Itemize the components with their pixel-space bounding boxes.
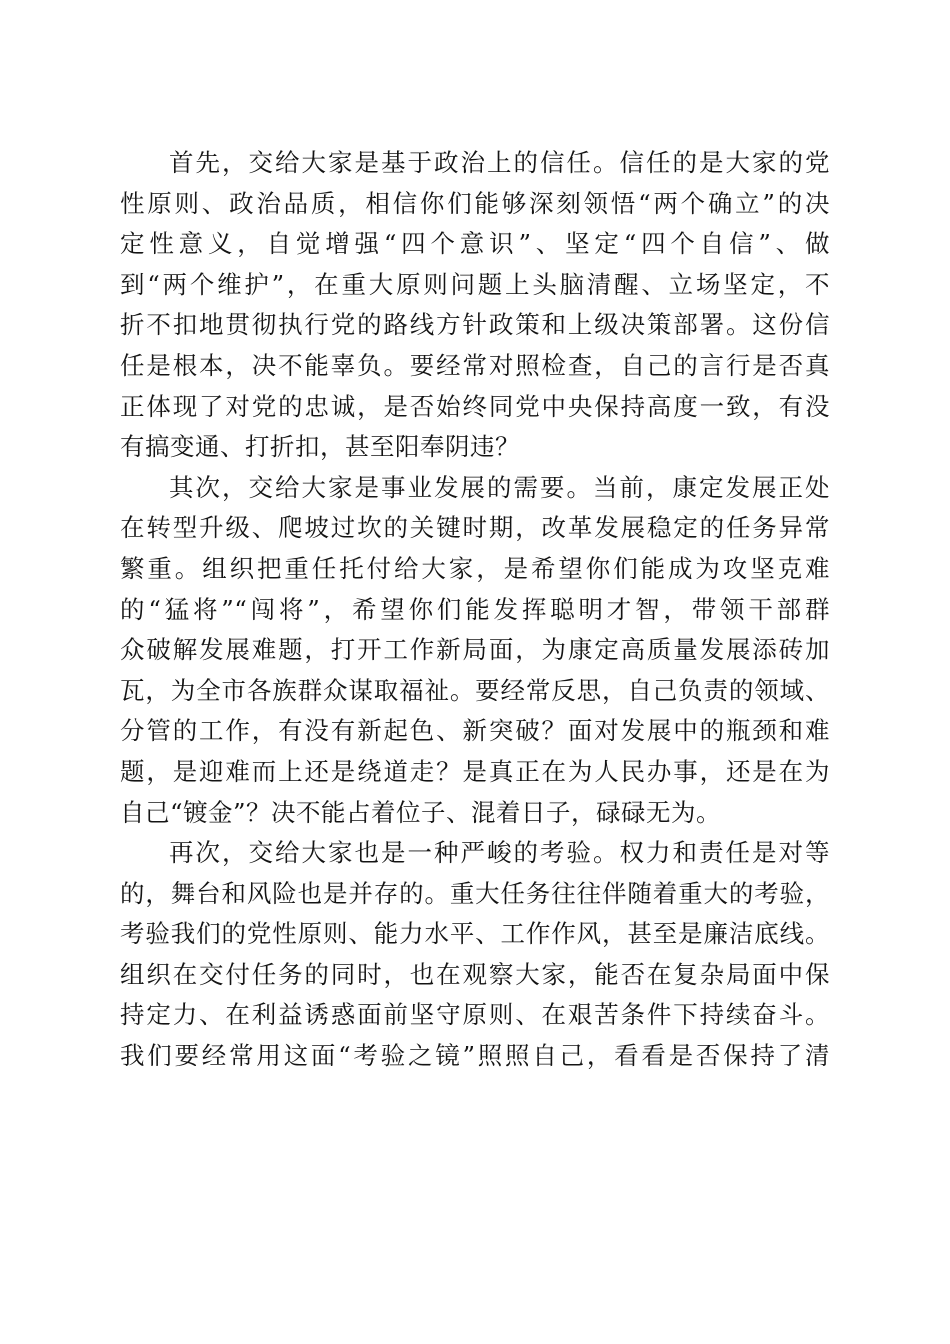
paragraph-1-line-1: 首先，交给大家是基于政治上的信任。信任的是大家的党	[169, 148, 830, 177]
paragraph-2-line-4: 的“猛将”“闯将”，希望你们能发挥聪明才智，带领干部群	[120, 594, 830, 624]
paragraph-3-line-1: 再次，交给大家也是一种严峻的考验。权力和责任是对等	[169, 838, 830, 868]
paragraph-1-line-8: 有搞变通、打折扣，甚至阳奉阴违？	[120, 432, 520, 462]
paragraph-2-line-5: 众破解发展难题，打开工作新局面，为康定高质量发展添砖加	[120, 635, 830, 665]
paragraph-3-line-4: 组织在交付任务的同时，也在观察大家，能否在复杂局面中保	[120, 959, 830, 989]
paragraph-2-line-3: 繁重。组织把重任托付给大家，是希望你们能成为攻坚克难	[120, 553, 830, 583]
paragraph-1-line-3: 定性意义，自觉增强“四个意识”、坚定“四个自信”、做	[120, 229, 830, 259]
document-body	[120, 143, 830, 1077]
paragraph-1-line-5: 折不扣地贯彻执行党的路线方针政策和上级决策部署。这份信	[120, 310, 830, 340]
paragraph-2-line-2: 在转型升级、爬坡过坎的关键时期，改革发展稳定的任务异常	[120, 513, 830, 543]
paragraph-2-line-9: 自己“镀金”？决不能占着位子、混着日子，碌碌无为。	[120, 797, 722, 827]
paragraph-1-line-4: 到“两个维护”，在重大原则问题上头脑清醒、立场坚定，不	[120, 269, 830, 299]
paragraph-1-line-2: 性原则、政治品质，相信你们能够深刻领悟“两个确立”的决	[120, 188, 830, 218]
paragraph-2-line-7: 分管的工作，有没有新起色、新突破？面对发展中的瓶颈和难	[120, 716, 830, 746]
paragraph-2-line-6: 瓦，为全市各族群众谋取福祉。要经常反思，自己负责的领域、	[120, 675, 830, 705]
paragraph-1-line-6: 任是根本，决不能辜负。要经常对照检查，自己的言行是否真	[120, 350, 830, 380]
paragraph-1-line-7: 正体现了对党的忠诚，是否始终同党中央保持高度一致，有没	[120, 391, 830, 421]
paragraph-2-line-1: 其次，交给大家是事业发展的需要。当前，康定发展正处	[169, 472, 830, 502]
paragraph-3-line-5: 持定力、在利益诱惑面前坚守原则、在艰苦条件下持续奋斗。	[120, 1000, 830, 1030]
paragraph-2-line-8: 题，是迎难而上还是绕道走？是真正在为人民办事，还是在为	[120, 756, 830, 786]
paragraph-3-line-3: 考验我们的党性原则、能力水平、工作作风，甚至是廉洁底线。	[120, 919, 830, 949]
paragraph-3-line-6: 我们要经常用这面“考验之镜”照照自己，看看是否保持了清	[120, 1041, 830, 1071]
paragraph-3-line-2: 的，舞台和风险也是并存的。重大任务往往伴随着重大的考验，	[120, 878, 830, 908]
